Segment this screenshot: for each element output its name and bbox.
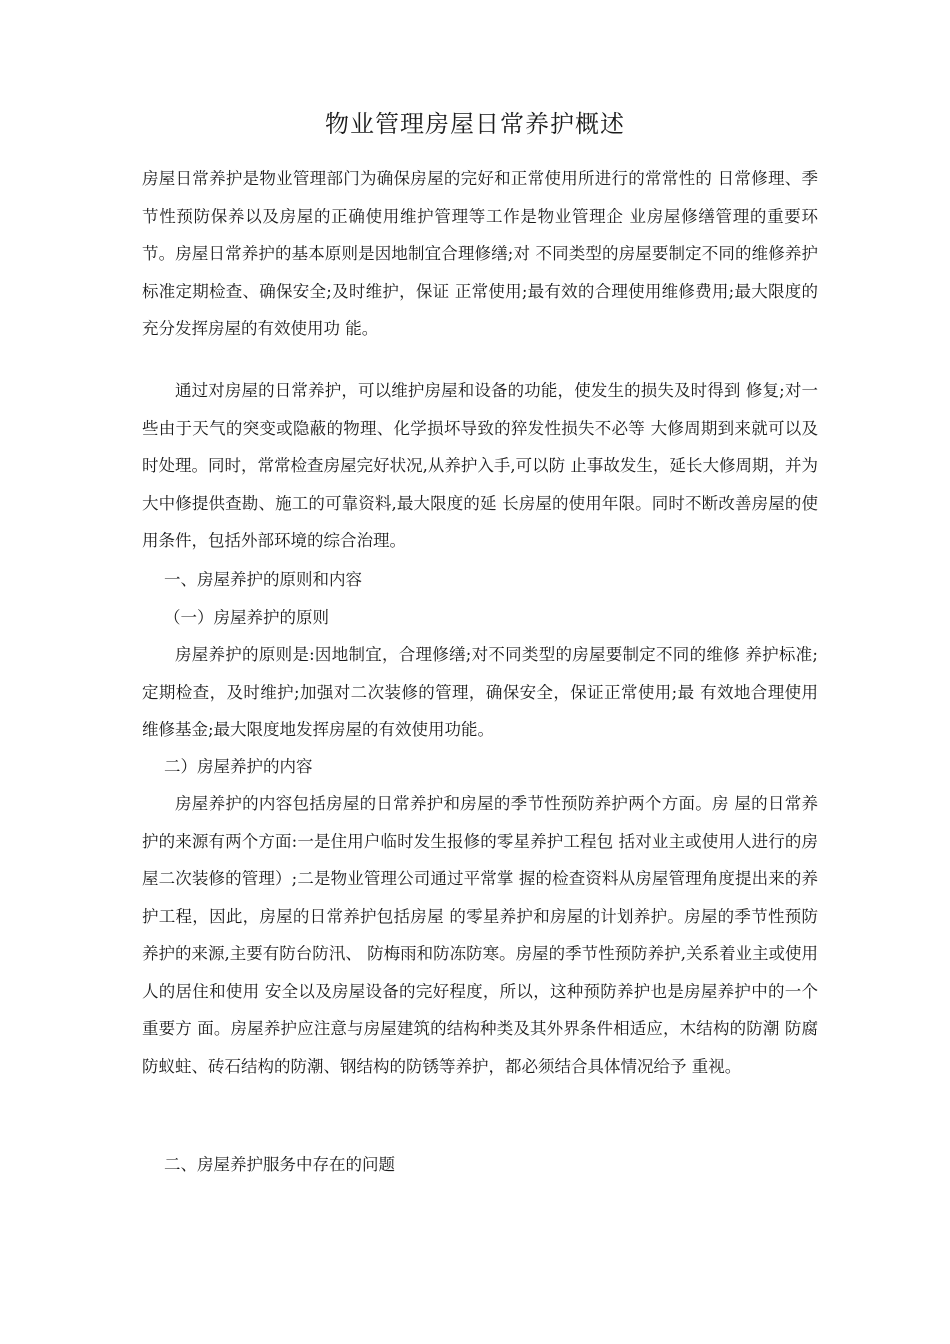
principles-paragraph: 房屋养护的原则是:因地制宜，合理修缮;对不同类型的房屋要制定不同的维修 养护标准;定期检查，及时维护;加强对二次装修的管理，确保安全，保证正常使用;最 有效地合理使用维修基金;最大限度地发挥房屋的有效使用功能。	[142, 645, 818, 739]
subheading-principles: （一）房屋养护的原则	[164, 608, 329, 627]
intro-paragraph: 房屋日常养护是物业管理部门为确保房屋的完好和正常使用所进行的常常性的 日常修理、季节性预防保养以及房屋的正确使用维护管理等工作是物业管理企 业房屋修缮管理的重要环节。房屋日常养护的基本原则是因地制宜合理修缮;对 不同类型的房屋要制定不同的维修养护标准定期检查、确保安全;及时维护，保证 正常使用;最有效的合理使用维修费用;最大限度的充分发挥房屋的有效使用功 能。	[142, 169, 818, 338]
section-heading-principles-and-content: 一、房屋养护的原则和内容	[164, 570, 362, 589]
section-heading-problems: 二、房屋养护服务中存在的问题	[164, 1155, 395, 1174]
content-paragraph: 房屋养护的内容包括房屋的日常养护和房屋的季节性预防养护两个方面。房 屋的日常养护的来源有两个方面:一是住用户临时发生报修的零星养护工程包 括对业主或使用人进行的房屋二次装修的管理）;二是物业管理公司通过平常掌 握的检查资料从房屋管理角度提出来的养护工程，因此，房屋的日常养护包括房屋 的零星养护和房屋的计划养护。房屋的季节性预防养护的来源,主要有防台防汛、 防梅雨和防冻防寒。房屋的季节性预防养护,关系着业主或使用人的居住和使用 安全以及房屋设备的完好程度，所以，这种预防养护也是房屋养护中的一个重要方 面。房屋养护应注意与房屋建筑的结构种类及其外界条件相适应，木结构的防潮 防腐防蚁蛀、砖石结构的防潮、钢结构的防锈等养护，都必须结合具体情况给予 重视。	[142, 794, 818, 1076]
subheading-content: 二）房屋养护的内容	[164, 757, 313, 776]
benefits-paragraph: 通过对房屋的日常养护，可以维护房屋和设备的功能，使发生的损失及时得到 修复;对一些由于天气的突变或隐蔽的物理、化学损坏导致的猝发性损失不必等 大修周期到来就可以及时处理。同时，常常检查房屋完好状况,从养护入手,可以防 止事故发生，延长大修周期，并为大中修提供查勘、施工的可靠资料,最大限度的延 长房屋的使用年限。同时不断改善房屋的使用条件，包括外部环境的综合治理。	[142, 381, 818, 550]
document-title: 物业管理房屋日常养护概述	[325, 110, 625, 138]
